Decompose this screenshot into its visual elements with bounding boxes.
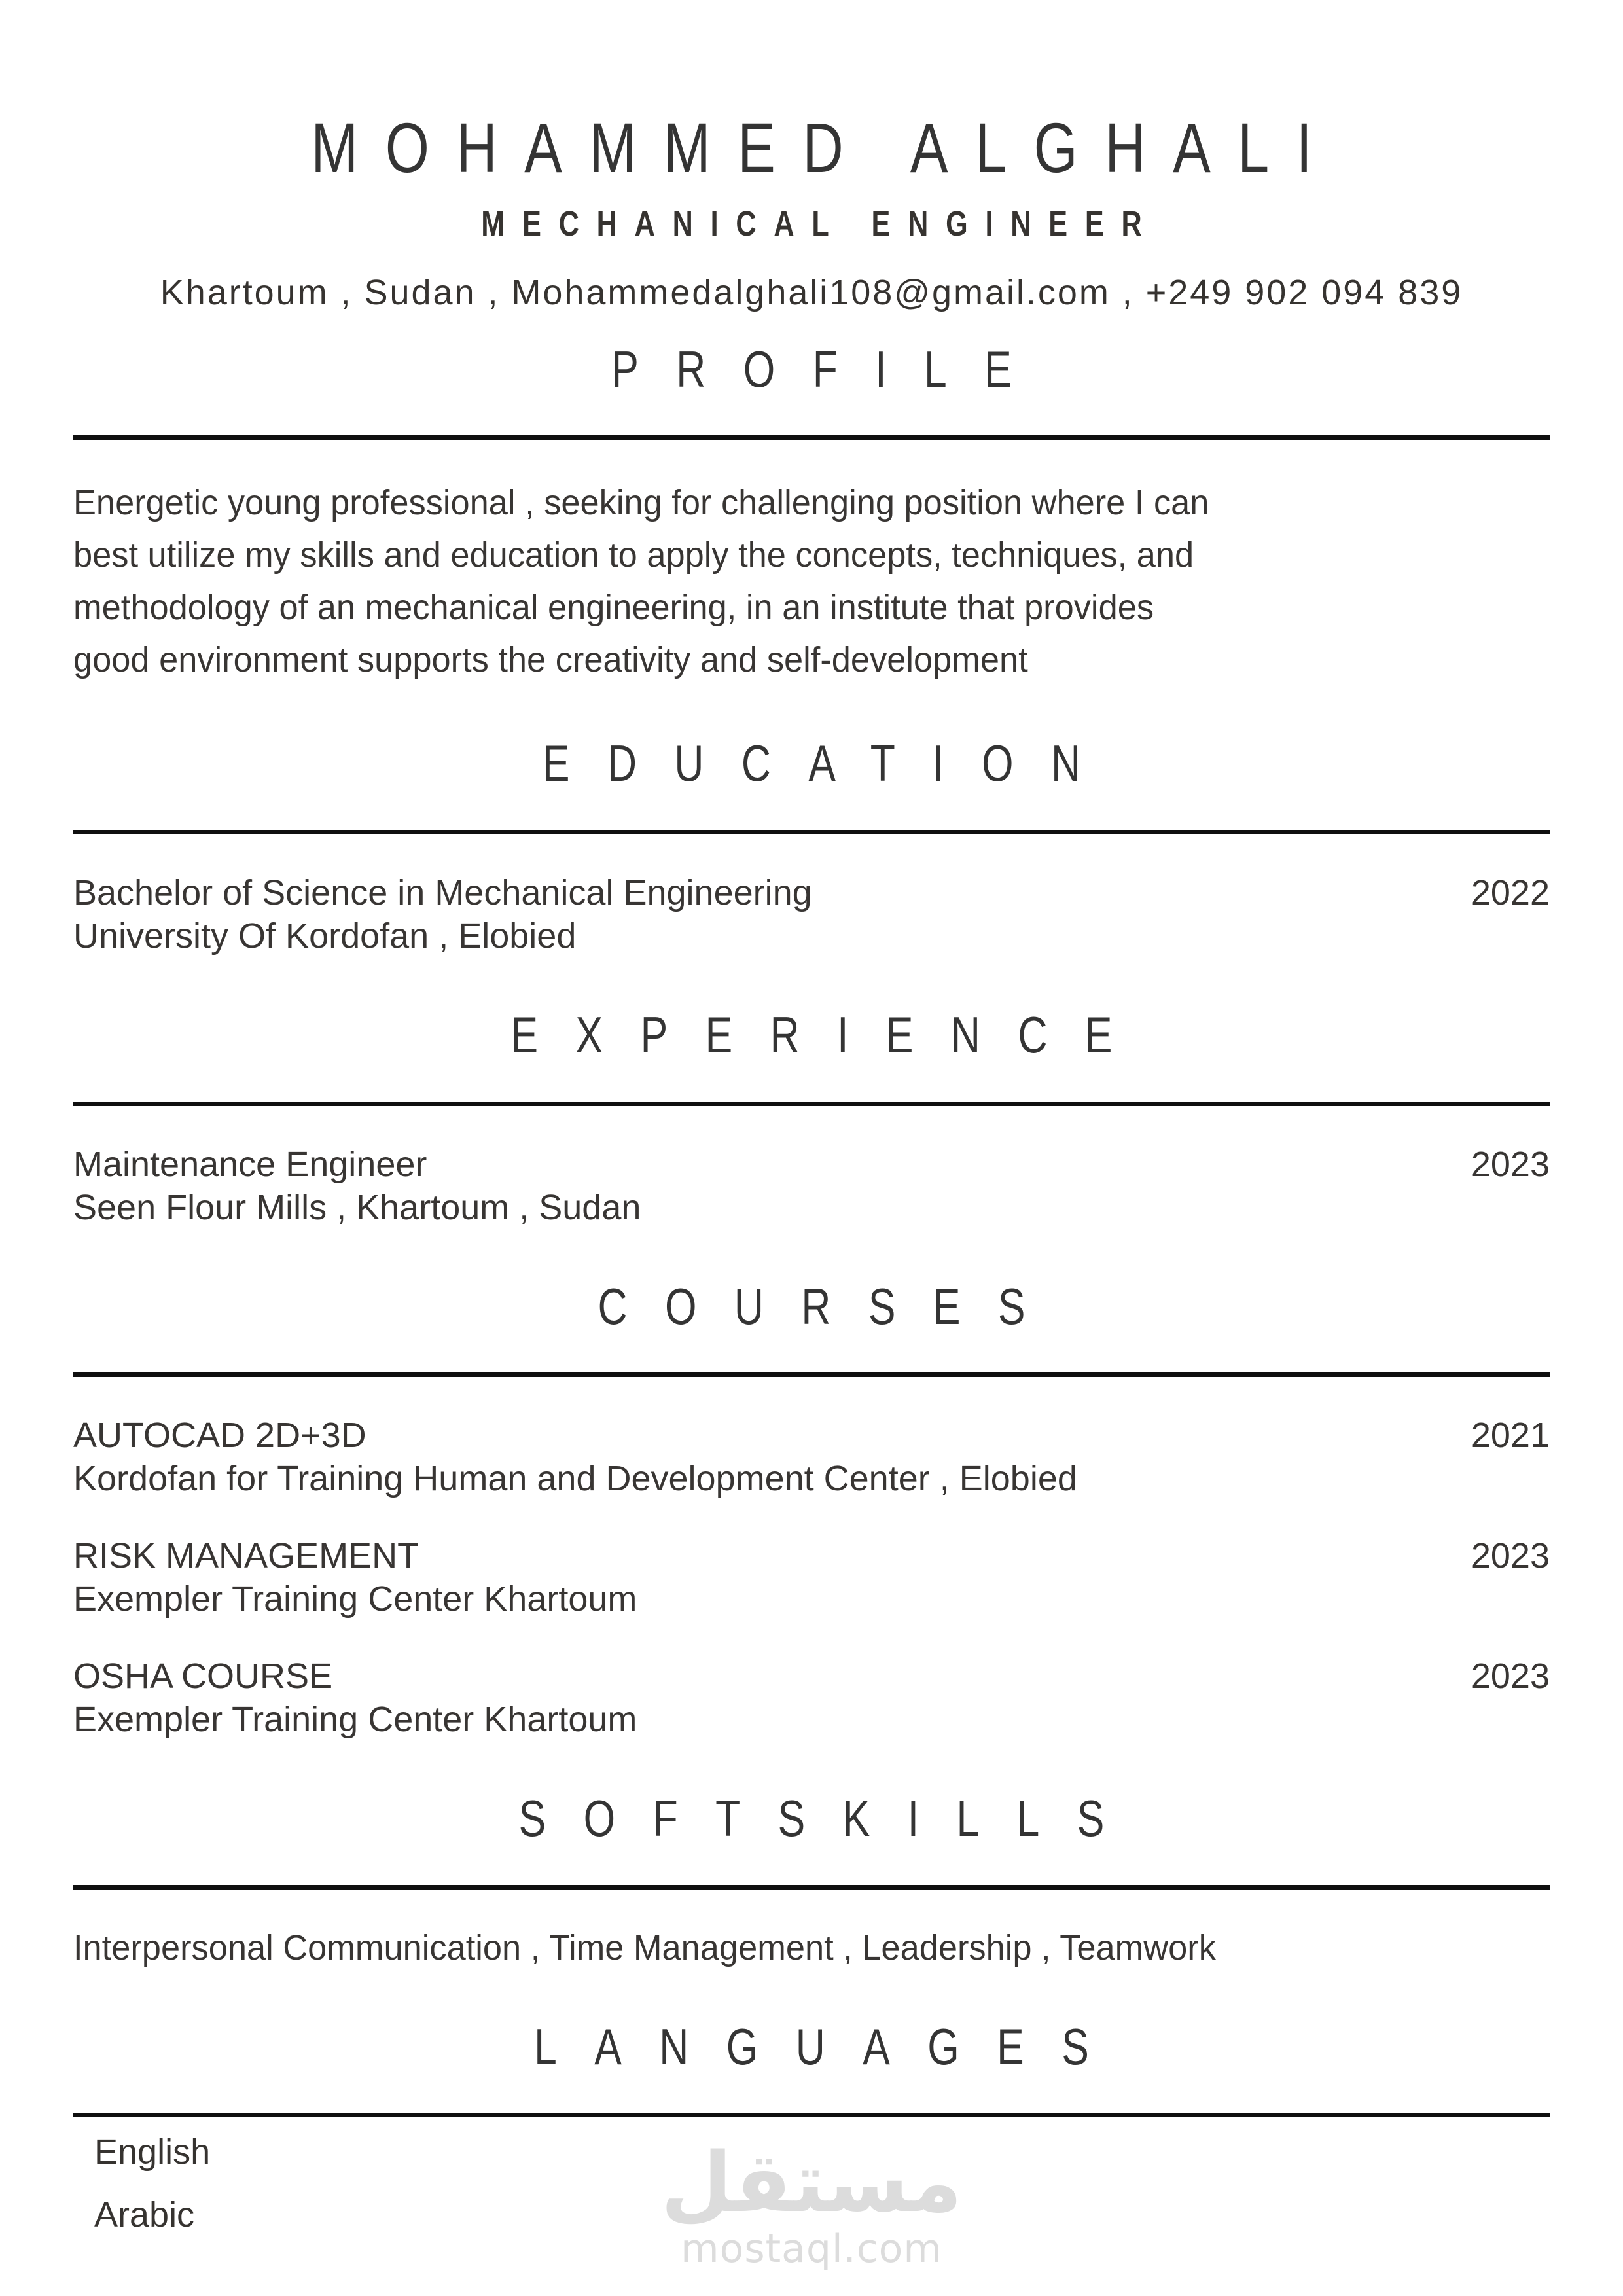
profile-line: best utilize my skills and education to apply the concepts, techniques, and <box>73 535 1194 575</box>
education-entries <box>73 871 1550 958</box>
course-entry <box>73 1414 1550 1500</box>
course-title: RISK MANAGEMENT <box>73 1536 419 1576</box>
divider <box>73 435 1550 440</box>
job-title: MECHANICAL ENGINEER <box>481 204 1160 244</box>
divider <box>73 2113 1550 2117</box>
entry-row <box>73 1414 1550 1457</box>
experience-entries <box>73 1143 1550 1229</box>
candidate-name: MOHAMMED ALGHALI <box>311 108 1340 187</box>
degree-title: Bachelor of Science in Mechanical Engineering <box>73 872 812 912</box>
course-entry <box>73 1534 1550 1621</box>
course-year: 2023 <box>1471 1536 1550 1576</box>
heading-courses: COURSES <box>597 1277 1063 1335</box>
course-provider: Exempler Training Center Khartoum <box>73 1700 637 1740</box>
language-item: English <box>94 2132 211 2172</box>
section-languages <box>73 2017 1550 2237</box>
divider <box>73 1372 1550 1377</box>
language-list <box>73 2130 1550 2236</box>
degree-year: 2022 <box>1471 872 1550 912</box>
watermark-site: mostaql.com <box>681 2226 942 2272</box>
heading-education: EDUCATION <box>542 734 1118 793</box>
divider <box>73 1102 1550 1106</box>
course-provider: Exempler Training Center Khartoum <box>73 1579 637 1619</box>
course-entry <box>73 1655 1550 1741</box>
section-experience <box>73 1005 1550 1229</box>
profile-paragraph <box>73 476 1550 686</box>
resume-header <box>73 107 1550 314</box>
softskills-body <box>73 1926 1550 1969</box>
entry-row <box>73 1534 1550 1577</box>
section-softskills <box>73 1788 1550 1969</box>
softskills-line: Interpersonal Communication , Time Management , Leadership , Teamwork <box>73 1928 1216 1967</box>
profile-line: good environment supports the creativity and self-development <box>73 640 1028 680</box>
entry-row <box>73 1143 1550 1186</box>
education-entry <box>73 871 1550 958</box>
divider <box>73 830 1550 834</box>
heading-profile: PROFILE <box>611 340 1050 398</box>
course-provider: Kordofan for Training Human and Development Center , Elobied <box>73 1459 1077 1499</box>
profile-line: methodology of an mechanical engineering, in an institute that provides <box>73 588 1154 628</box>
divider <box>73 1885 1550 1890</box>
employer: Seen Flour Mills , Khartoum , Sudan <box>73 1187 641 1227</box>
heading-languages: LANGUAGES <box>534 2017 1127 2075</box>
job-year: 2023 <box>1471 1144 1550 1184</box>
watermark-logo-arabic: مستقل <box>660 2134 963 2231</box>
job-role: Maintenance Engineer <box>73 1144 427 1184</box>
course-title: OSHA COURSE <box>73 1657 333 1696</box>
section-education <box>73 733 1550 958</box>
language-item: Arabic <box>94 2195 195 2235</box>
course-year: 2021 <box>1471 1416 1550 1456</box>
heading-softskills: SOFTSKILLS <box>518 1789 1142 1848</box>
course-year: 2023 <box>1471 1657 1550 1696</box>
section-courses <box>73 1276 1550 1742</box>
degree-institution: University Of Kordofan , Elobied <box>73 916 577 956</box>
section-profile <box>73 339 1550 687</box>
entry-row <box>73 1655 1550 1698</box>
profile-line: Energetic young professional , seeking for challenging position where I can <box>73 483 1209 523</box>
heading-experience: EXPERIENCE <box>510 1005 1150 1064</box>
course-title: AUTOCAD 2D+3D <box>73 1416 366 1456</box>
course-entries <box>73 1414 1550 1741</box>
entry-row <box>73 871 1550 914</box>
contact-line: Khartoum , Sudan , Mohammedalghali108@gmail.com , +249 902 094 839 <box>160 272 1463 312</box>
experience-entry <box>73 1143 1550 1229</box>
